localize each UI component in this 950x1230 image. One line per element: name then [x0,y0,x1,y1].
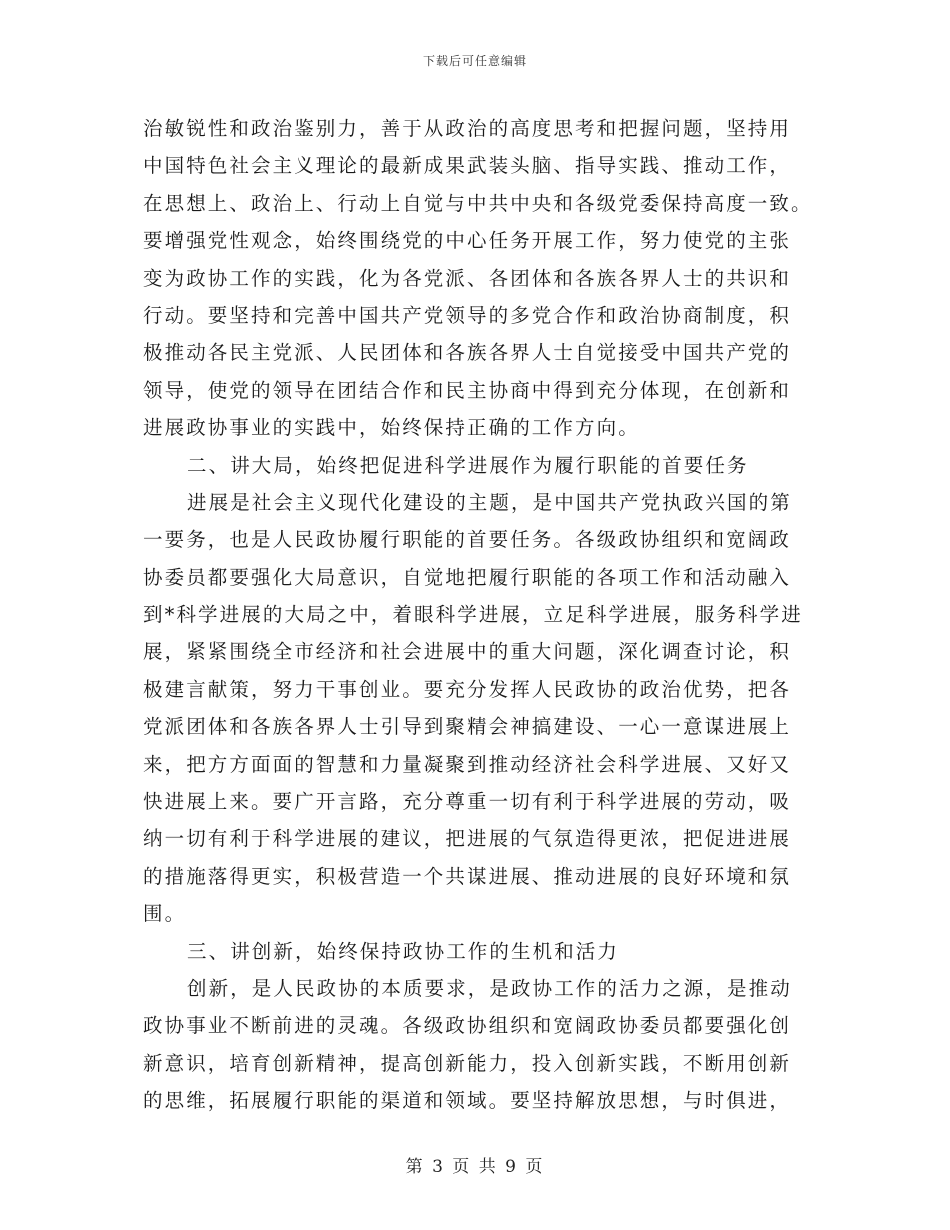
document-body [143,110,811,1120]
text-line: 变为政协工作的实践，化为各党派、各团体和各族各界人士的共识和 [143,266,792,290]
text-line: 的措施落得更实，积极营造一个共谋进展、推动进展的良好环境和氛 [143,864,792,888]
text-line: 来，把方方面面的智慧和力量凝聚到推动经济社会科学进展、又好又 [143,752,792,776]
text-line: 一要务，也是人民政协履行职能的首要任务。各级政协组织和宽阔政 [143,528,792,552]
text-line: 快进展上来。要广开言路，充分尊重一切有利于科学进展的劳动，吸 [143,790,792,814]
text-line: 协委员都要强化大局意识，自觉地把履行职能的各项工作和活动融入 [143,565,792,589]
text-line: 进展政协事业的实践中，始终保持正确的工作方向。 [143,416,640,440]
text-line: 纳一切有利于科学进展的建议，把进展的气氛造得更浓，把促进进展 [143,827,792,851]
section-heading: 二、讲大局，始终把促进科学进展作为履行职能的首要任务 [187,453,749,477]
text-line: 政协事业不断前进的灵魂。各级政协组织和宽阔政协委员都要强化创 [143,1014,792,1038]
text-line: 创新，是人民政协的本质要求，是政协工作的活力之源，是推动 [187,976,792,1000]
text-line: 行动。要坚持和完善中国共产党领导的多党合作和政治协商制度，积 [143,303,792,327]
text-line: 要增强党性观念，始终围绕党的中心任务开展工作，努力使党的主张 [143,229,792,253]
section-heading: 三、讲创新，始终保持政协工作的生机和活力 [187,939,620,963]
text-line: 展，紧紧围绕全市经济和社会进展中的重大问题，深化调查讨论，积 [143,640,792,664]
text-line: 到*科学进展的大局之中，着眼科学进展，立足科学进展，服务科学进 [143,603,803,627]
text-line: 围。 [143,902,187,926]
text-line: 新意识，培育创新精神，提高创新能力，投入创新实践，不断用创新 [143,1051,792,1075]
text-line: 进展是社会主义现代化建设的主题，是中国共产党执政兴国的第 [187,490,792,514]
text-line: 极建言献策，努力干事创业。要充分发挥人民政协的政治优势，把各 [143,677,792,701]
text-line: 的思维，拓展履行职能的渠道和领域。要坚持解放思想，与时俱进， [143,1089,792,1113]
page-header-note: 下载后可任意编辑 [422,54,527,68]
text-line: 党派团体和各族各界人士引导到聚精会神搞建设、一心一意谋进展上 [143,715,792,739]
text-line: 在思想上、政治上、行动上自觉与中共中央和各级党委保持高度一致。 [143,191,813,215]
page-number-footer: 第 3 页 共 9 页 [405,1157,545,1177]
text-line: 中国特色社会主义理论的最新成果武装头脑、指导实践、推动工作， [143,154,792,178]
text-line: 领导，使党的领导在团结合作和民主协商中得到充分体现，在创新和 [143,378,792,402]
text-line: 极推动各民主党派、人民团体和各族各界人士自觉接受中国共产党的 [143,341,792,365]
text-line: 治敏锐性和政治鉴别力，善于从政治的高度思考和把握问题，坚持用 [143,117,792,140]
